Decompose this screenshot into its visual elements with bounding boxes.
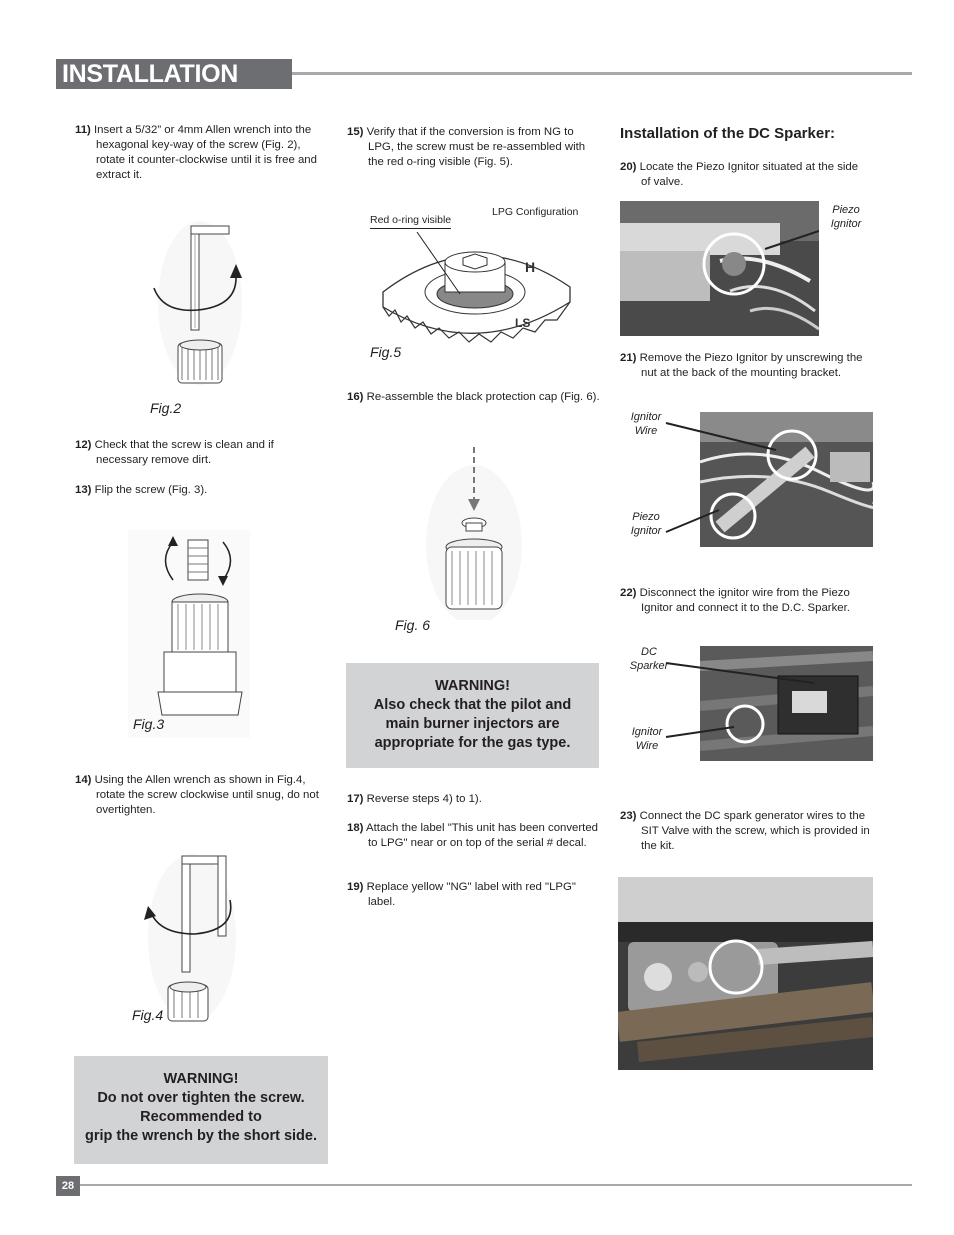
step-number: 13)	[75, 484, 92, 496]
label-line: Sparker	[629, 660, 669, 672]
fig6-illustration	[424, 445, 524, 620]
label-line: Piezo	[832, 204, 860, 216]
screw-icon	[168, 982, 208, 1021]
step-text: Flip the screw (Fig. 3).	[94, 484, 208, 496]
fig3-label: Fig.3	[133, 716, 165, 732]
fig6-label: Fig. 6	[395, 617, 431, 633]
step-22	[620, 586, 875, 616]
photo2-label-ignitor-wire	[624, 410, 668, 438]
step-16	[347, 390, 602, 405]
step-text: Connect the DC spark generator wires to the SIT Valve with the screw, which is provided in the kit.	[639, 810, 870, 852]
warning-text: main burner injectors are	[385, 716, 560, 732]
fig2-illustration	[148, 218, 248, 388]
warning-text: Recommended to	[140, 1109, 262, 1125]
label-line: Piezo	[632, 511, 660, 523]
footer-rule	[80, 1184, 912, 1186]
fig5-illustration	[375, 232, 580, 357]
step-number: 14)	[75, 774, 92, 786]
header-rule	[292, 72, 912, 75]
svg-text:H: H	[525, 259, 536, 275]
photo1-label	[828, 203, 864, 231]
step-text: Insert a 5/32” or 4mm Allen wrench into the hexagonal key-way of the screw (Fig. 2), rotate it counter-clockwise until it is free and extract it.	[94, 124, 317, 181]
step-12	[75, 438, 327, 468]
step-text: Disconnect the ignitor wire from the Piezo Ignitor and connect it to the D.C. Sparker.	[639, 587, 850, 614]
step-text: Remove the Piezo Ignitor by unscrewing the nut at the back of the mounting bracket.	[639, 352, 863, 379]
warning-text: Also check that the pilot and	[373, 697, 572, 713]
step-text: Locate the Piezo Ignitor situated at the side of valve.	[639, 161, 859, 188]
step-number: 22)	[620, 587, 637, 599]
photo3-leader-lines	[664, 655, 824, 755]
step-text: Replace yellow "NG" label with red "LPG" label.	[366, 881, 576, 908]
step-number: 17)	[347, 793, 364, 805]
photo-sit-valve	[618, 877, 873, 1070]
step-number: 21)	[620, 352, 637, 364]
photo-piezo-location	[620, 201, 819, 336]
warning-text: grip the wrench by the short side.	[84, 1128, 318, 1144]
photo2-leader-lines	[664, 420, 784, 540]
step-18	[347, 821, 602, 851]
warning-title: WARNING!	[435, 678, 510, 694]
step-23	[620, 809, 872, 854]
page-number: 28	[61, 1180, 75, 1192]
step-number: 12)	[75, 439, 92, 451]
warning-box-overtighten	[74, 1056, 328, 1164]
fig4-label: Fig.4	[132, 1007, 164, 1023]
label-line: Wire	[634, 425, 658, 437]
step-text: Re-assemble the black protection cap (Fig. 6).	[366, 391, 600, 403]
label-line: DC	[641, 646, 657, 658]
page-title: INSTALLATION	[62, 60, 239, 88]
screw-icon	[178, 340, 222, 383]
step-number: 23)	[620, 810, 637, 822]
step-17	[347, 792, 602, 807]
step-number: 16)	[347, 391, 364, 403]
step-text: Reverse steps 4) to 1).	[366, 793, 482, 805]
step-19	[347, 880, 602, 910]
step-number: 20)	[620, 161, 637, 173]
red-oring-label: Red o-ring visible	[370, 214, 451, 229]
step-number: 11)	[75, 124, 91, 136]
warning-title: WARNING!	[163, 1071, 239, 1087]
step-21	[620, 351, 872, 381]
step-text: Attach the label "This unit has been converted to LPG" near or on top of the serial # decal.	[366, 822, 599, 849]
label-line: Ignitor	[630, 525, 662, 537]
step-14	[75, 773, 330, 818]
svg-text:LS: LS	[515, 316, 531, 330]
label-line: Ignitor	[830, 218, 862, 230]
fig4-illustration	[140, 850, 245, 1025]
step-11	[75, 123, 327, 183]
step-text: Using the Allen wrench as shown in Fig.4, rotate the screw clockwise until snug, do not overtighten.	[94, 774, 319, 816]
step-number: 18)	[347, 822, 364, 834]
screw-icon	[446, 539, 502, 609]
step-number: 19)	[347, 881, 364, 893]
photo2-label-piezo-ignitor	[624, 510, 668, 538]
step-15	[347, 125, 602, 170]
fig3-illustration	[128, 530, 250, 738]
step-number: 15)	[347, 126, 364, 138]
section-title: Installation of the DC Sparker:	[620, 125, 836, 142]
warning-box-injectors	[346, 663, 599, 768]
label-line: Ignitor	[631, 726, 663, 738]
warning-text: Do not over tighten the screw.	[97, 1090, 305, 1106]
label-line: Wire	[635, 740, 659, 752]
step-text: Verify that if the conversion is from NG to LPG, the screw must be re-assembled with the red o-ring visible (Fig. 5).	[366, 126, 586, 168]
step-20	[620, 160, 870, 190]
fig2-label: Fig.2	[150, 400, 182, 416]
fig5-label: Fig.5	[370, 344, 402, 360]
warning-text: appropriate for the gas type.	[374, 735, 571, 751]
step-text: Check that the screw is clean and if necessary remove dirt.	[94, 439, 274, 466]
step-13	[75, 483, 327, 498]
screw-icon	[188, 540, 208, 580]
lpg-configuration-label: LPG Configuration	[492, 206, 579, 218]
label-line: Ignitor	[630, 411, 662, 423]
